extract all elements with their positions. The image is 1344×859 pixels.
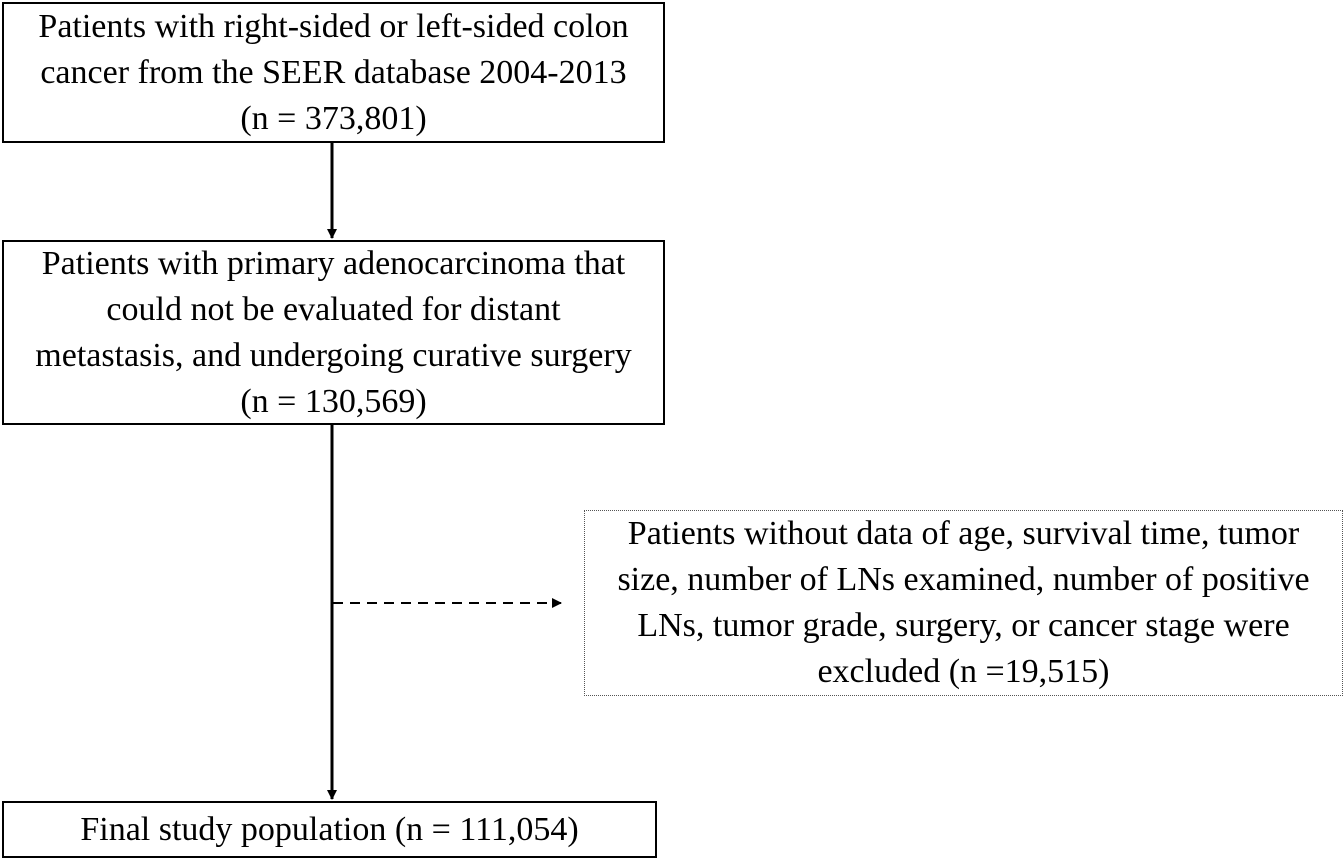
box-eligible-line-2: could not be evaluated for distant [106,290,561,328]
box-final-label: Final study population (n = 111,054) [80,810,579,848]
box-initial-line-2: cancer from the SEER database 2004-2013 [40,53,627,91]
box-exclusion-line-2: size, number of LNs examined, number of positive [617,561,1310,598]
box-exclusion-line-1: Patients without data of age, survival time, tumor [627,515,1300,552]
box-eligible-cohort [2,240,665,425]
box-eligible-line-1: Patients with primary adenocarcinoma that [41,244,626,282]
box-eligible-line-4: (n = 130,569) [240,382,427,420]
box-eligible-line-3: metastasis, and undergoing curative surgery [35,336,632,374]
box-initial-line-1: Patients with right-sided or left-sided colon [38,7,629,45]
box-final-population [2,801,657,858]
box-initial-line-3: (n = 373,801) [240,99,427,137]
box-exclusion-line-3: LNs, tumor grade, surgery, or cancer stage were [637,607,1290,644]
box-initial-cohort [2,2,665,143]
box-exclusion-line-4: excluded (n =19,515) [817,653,1110,690]
box-exclusion [584,510,1343,696]
